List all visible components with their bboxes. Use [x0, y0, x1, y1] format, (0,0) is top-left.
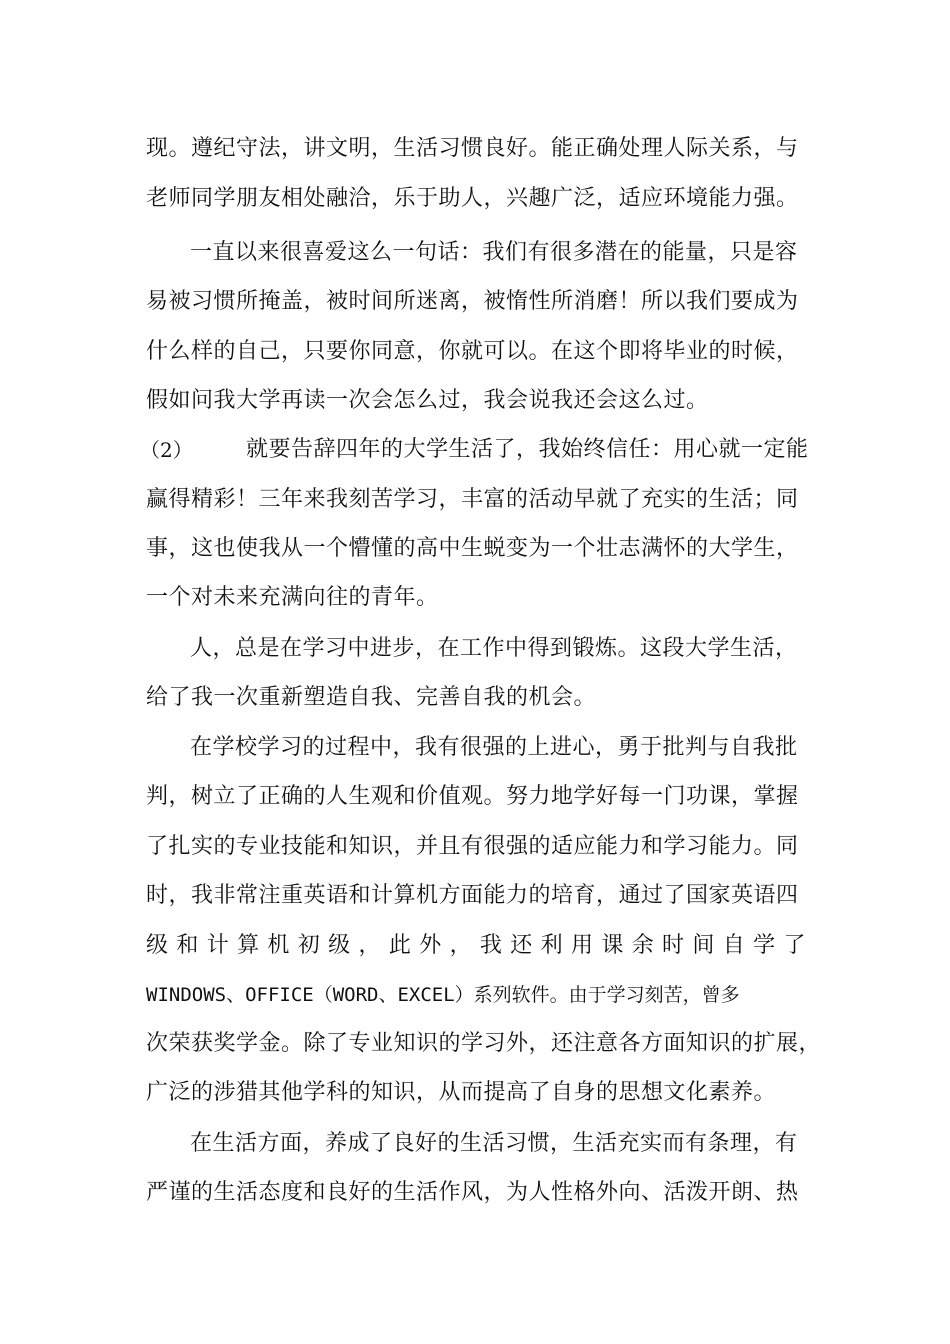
- text-line: 人，总是在学习中进步，在工作中得到锻炼。这段大学生活，: [190, 636, 798, 661]
- text-line: 什么样的自己，只要你同意，你就可以。在这个即将毕业的时候，: [146, 339, 799, 364]
- text-line: 事，这也使我从一个懵懂的高中生蜕变为一个壮志满怀的大学生，: [146, 536, 799, 561]
- text-line: 老师同学朋友相处融洽，乐于助人，兴趣广泛，适应环境能力强。: [146, 186, 799, 211]
- text-line: 时，我非常注重英语和计算机方面能力的培育，通过了国家英语四: [146, 883, 799, 908]
- text-line: 次荣获奖学金。除了专业知识的学习外，还注意各方面知识的扩展，: [146, 1031, 822, 1056]
- text-line: 严谨的生活态度和良好的生活作风，为人性格外向、活泼开朗、热: [146, 1180, 799, 1205]
- text-line: 判，树立了正确的人生观和价值观。努力地学好每一门功课，掌握: [146, 784, 799, 809]
- text-line: 假如问我大学再读一次会怎么过，我会说我还会这么过。: [146, 388, 709, 413]
- text-line: 广泛的涉猎其他学科的知识，从而提高了自身的思想文化素养。: [146, 1080, 777, 1105]
- text-line: WINDOWS、OFFICE（WORD、EXCEL）系列软件。由于学习刻苦，曾多: [146, 984, 740, 1006]
- text-line: 在学校学习的过程中，我有很强的上进心，勇于批判与自我批: [190, 735, 798, 760]
- section-marker: （2）: [140, 438, 193, 462]
- text-line: 现。遵纪守法，讲文明，生活习惯良好。能正确处理人际关系，与: [146, 136, 799, 161]
- text-line: 了扎实的专业技能和知识，并且有很强的适应能力和学习能力。同: [146, 834, 799, 859]
- text-line: 易被习惯所掩盖，被时间所迷离，被惰性所消磨！所以我们要成为: [146, 289, 799, 314]
- text-line: 一直以来很喜爱这么一句话：我们有很多潜在的能量，只是容: [190, 240, 798, 265]
- text-line: 级和计算机初级，此外，我还利用课余时间自学了: [146, 933, 806, 958]
- text-line: 一个对未来充满向往的青年。: [146, 585, 439, 610]
- text-line: 赢得精彩！三年来我刻苦学习，丰富的活动早就了充实的生活；同: [146, 487, 799, 512]
- text-line: 给了我一次重新塑造自我、完善自我的机会。: [146, 685, 597, 710]
- text-line: 就要告辞四年的大学生活了，我始终信任：用心就一定能: [246, 437, 809, 462]
- text-line: 在生活方面，养成了良好的生活习惯，生活充实而有条理，有: [190, 1131, 798, 1156]
